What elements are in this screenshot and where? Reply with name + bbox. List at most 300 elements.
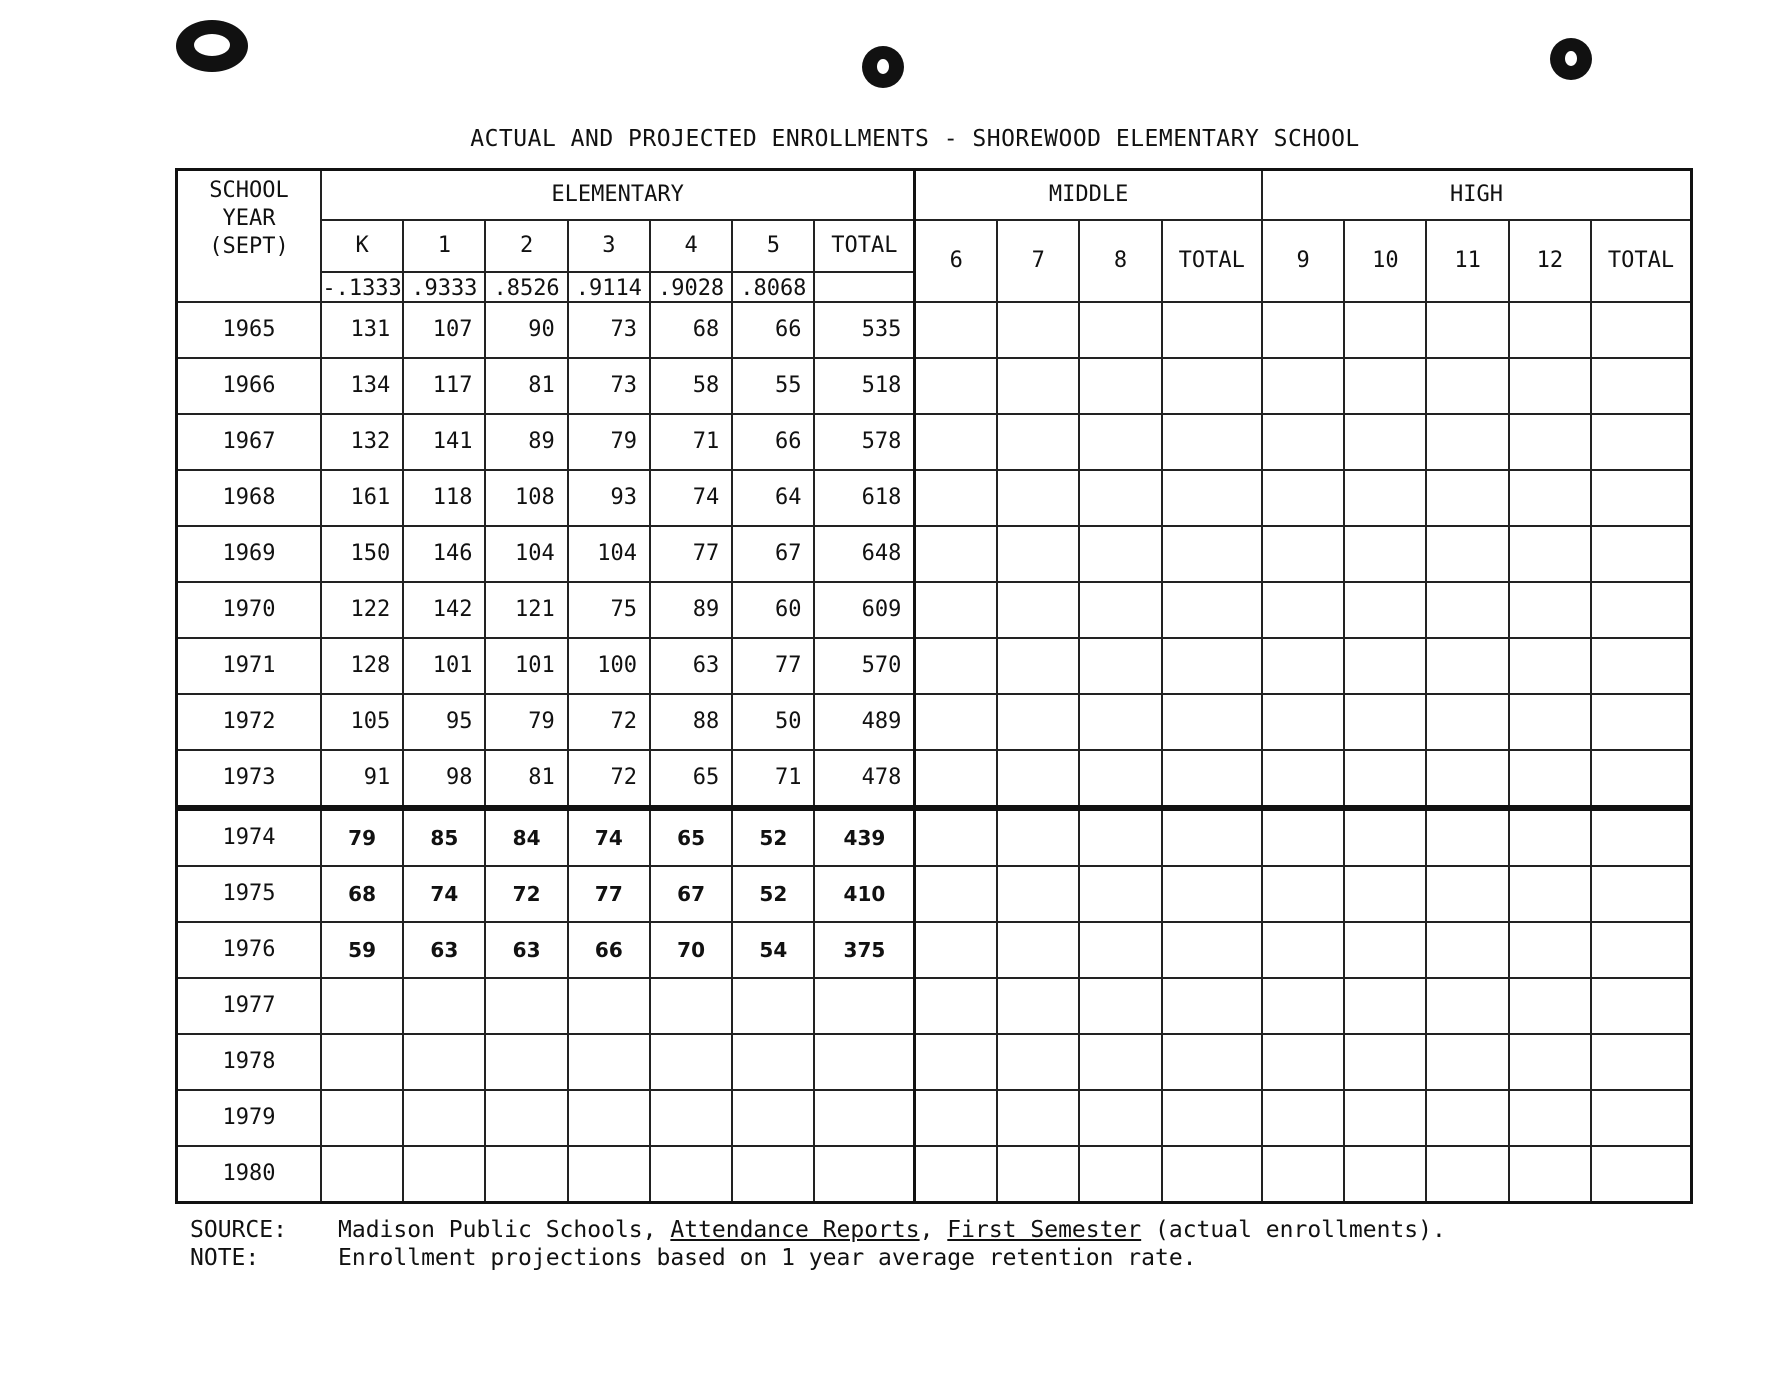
empty-cell — [1426, 1090, 1508, 1146]
empty-cell — [915, 358, 997, 414]
empty-cell — [1344, 922, 1426, 978]
enrollment-cell: 74 — [403, 866, 485, 922]
empty-cell — [1509, 978, 1591, 1034]
year-cell: 1971 — [177, 638, 321, 694]
enrollment-cell — [403, 1090, 485, 1146]
enrollment-cell — [650, 1146, 732, 1203]
enrollment-cell: 101 — [485, 638, 567, 694]
empty-cell — [1426, 922, 1508, 978]
empty-cell — [915, 526, 997, 582]
enrollment-cell: 85 — [403, 808, 485, 866]
elementary-total-cell: 439 — [814, 808, 914, 866]
retention-rate: .9333 — [403, 272, 485, 302]
empty-cell — [1509, 526, 1591, 582]
year-cell: 1970 — [177, 582, 321, 638]
empty-cell — [1509, 808, 1591, 866]
table-row — [177, 1146, 1692, 1203]
school-year-header-line: YEAR — [222, 206, 276, 231]
year-cell: 1980 — [177, 1146, 321, 1203]
enrollment-cell: 141 — [403, 414, 485, 470]
empty-cell — [1079, 866, 1161, 922]
grade-header-k: K — [321, 220, 403, 272]
enrollment-cell: 95 — [403, 694, 485, 750]
elementary-total-cell: 478 — [814, 750, 914, 808]
enrollment-cell — [568, 1146, 650, 1203]
empty-cell — [1591, 1146, 1692, 1203]
empty-cell — [1509, 1034, 1591, 1090]
empty-cell — [1079, 1146, 1161, 1203]
empty-cell — [997, 694, 1079, 750]
empty-cell — [1591, 1034, 1692, 1090]
enrollment-cell: 65 — [650, 750, 732, 808]
school-year-header-line: SCHOOL — [209, 178, 289, 203]
empty-cell — [1262, 694, 1344, 750]
year-cell: 1972 — [177, 694, 321, 750]
empty-cell — [915, 978, 997, 1034]
enrollment-cell — [732, 1090, 814, 1146]
group-header-row — [177, 170, 1692, 220]
enrollment-cell: 93 — [568, 470, 650, 526]
enrollment-cell: 105 — [321, 694, 403, 750]
empty-cell — [1591, 694, 1692, 750]
source-sep: , — [919, 1217, 948, 1243]
elementary-total-cell: 518 — [814, 358, 914, 414]
empty-cell — [1426, 358, 1508, 414]
source-ref-attendance: Attendance Reports — [670, 1217, 920, 1243]
middle-total-header: TOTAL — [1162, 220, 1262, 302]
empty-cell — [1426, 808, 1508, 866]
enrollment-cell: 79 — [568, 414, 650, 470]
grade-header-6: 6 — [915, 220, 997, 302]
empty-cell — [1591, 978, 1692, 1034]
empty-cell — [1591, 922, 1692, 978]
empty-cell — [1162, 866, 1262, 922]
grade-header-7: 7 — [997, 220, 1079, 302]
empty-cell — [1344, 358, 1426, 414]
retention-rate-empty — [814, 272, 914, 302]
empty-cell — [1509, 750, 1591, 808]
table-row — [177, 470, 1692, 526]
empty-cell — [915, 1090, 997, 1146]
empty-cell — [1344, 470, 1426, 526]
empty-cell — [1509, 358, 1591, 414]
empty-cell — [1591, 526, 1692, 582]
empty-cell — [1079, 808, 1161, 866]
empty-cell — [1426, 1034, 1508, 1090]
empty-cell — [1509, 470, 1591, 526]
empty-cell — [1162, 1146, 1262, 1203]
empty-cell — [1079, 1090, 1161, 1146]
empty-cell — [1079, 1034, 1161, 1090]
enrollment-cell — [732, 978, 814, 1034]
empty-cell — [1262, 638, 1344, 694]
empty-cell — [1262, 922, 1344, 978]
enrollment-cell — [403, 978, 485, 1034]
empty-cell — [1344, 414, 1426, 470]
empty-cell — [1344, 1146, 1426, 1203]
empty-cell — [1426, 694, 1508, 750]
enrollment-cell: 142 — [403, 582, 485, 638]
elementary-total-cell: 578 — [814, 414, 914, 470]
elementary-total-header: TOTAL — [814, 220, 914, 272]
enrollment-table — [175, 168, 1693, 1204]
empty-cell — [1344, 694, 1426, 750]
enrollment-cell — [485, 978, 567, 1034]
source-prefix: Madison Public Schools, — [338, 1217, 671, 1243]
source-line — [190, 1216, 1690, 1244]
enrollment-cell — [403, 1146, 485, 1203]
empty-cell — [1426, 414, 1508, 470]
empty-cell — [1262, 978, 1344, 1034]
grade-header-8: 8 — [1079, 220, 1161, 302]
year-cell: 1974 — [177, 808, 321, 866]
empty-cell — [1262, 414, 1344, 470]
enrollment-cell — [321, 978, 403, 1034]
elementary-total-cell — [814, 1034, 914, 1090]
binder-hole-middle — [862, 46, 904, 88]
source-text — [338, 1216, 1446, 1244]
empty-cell — [1079, 694, 1161, 750]
enrollment-cell: 58 — [650, 358, 732, 414]
empty-cell — [1262, 1146, 1344, 1203]
empty-cell — [1262, 582, 1344, 638]
note-label: NOTE: — [190, 1245, 260, 1271]
enrollment-cell: 81 — [485, 750, 567, 808]
enrollment-cell: 100 — [568, 638, 650, 694]
elementary-total-cell: 618 — [814, 470, 914, 526]
retention-rate: .9028 — [650, 272, 732, 302]
year-cell: 1977 — [177, 978, 321, 1034]
enrollment-cell: 55 — [732, 358, 814, 414]
grade-header-9: 9 — [1262, 220, 1344, 302]
empty-cell — [997, 414, 1079, 470]
enrollment-cell: 118 — [403, 470, 485, 526]
empty-cell — [1262, 470, 1344, 526]
empty-cell — [915, 922, 997, 978]
empty-cell — [1591, 302, 1692, 358]
year-cell: 1967 — [177, 414, 321, 470]
empty-cell — [1591, 414, 1692, 470]
empty-cell — [1162, 414, 1262, 470]
elementary-total-cell: 410 — [814, 866, 914, 922]
retention-rate: .8068 — [732, 272, 814, 302]
enrollment-cell: 98 — [403, 750, 485, 808]
enrollment-cell: 75 — [568, 582, 650, 638]
empty-cell — [1162, 526, 1262, 582]
empty-cell — [1509, 1146, 1591, 1203]
empty-cell — [915, 1034, 997, 1090]
empty-cell — [1262, 358, 1344, 414]
enrollment-cell: 59 — [321, 922, 403, 978]
empty-cell — [997, 1090, 1079, 1146]
elementary-total-cell: 570 — [814, 638, 914, 694]
note-text: Enrollment projections based on 1 year average retention rate. — [338, 1245, 1197, 1271]
empty-cell — [1426, 470, 1508, 526]
enrollment-cell: 90 — [485, 302, 567, 358]
enrollment-cell: 50 — [732, 694, 814, 750]
empty-cell — [997, 750, 1079, 808]
empty-cell — [1079, 414, 1161, 470]
high-group-header: HIGH — [1262, 170, 1692, 220]
elementary-total-cell: 648 — [814, 526, 914, 582]
empty-cell — [1079, 750, 1161, 808]
empty-cell — [1591, 866, 1692, 922]
elementary-total-cell: 489 — [814, 694, 914, 750]
high-total-header: TOTAL — [1591, 220, 1692, 302]
empty-cell — [915, 1146, 997, 1203]
empty-cell — [1162, 750, 1262, 808]
enrollment-cell — [568, 1034, 650, 1090]
enrollment-cell — [485, 1090, 567, 1146]
enrollment-cell: 71 — [650, 414, 732, 470]
empty-cell — [1079, 922, 1161, 978]
empty-cell — [1079, 978, 1161, 1034]
enrollment-cell: 70 — [650, 922, 732, 978]
empty-cell — [1162, 582, 1262, 638]
elementary-group-header: ELEMENTARY — [321, 170, 915, 220]
table-row — [177, 526, 1692, 582]
empty-cell — [1426, 526, 1508, 582]
enrollment-cell — [732, 1146, 814, 1203]
empty-cell — [1162, 694, 1262, 750]
enrollment-cell: 52 — [732, 808, 814, 866]
enrollment-cell — [568, 978, 650, 1034]
footer — [190, 1216, 1690, 1272]
empty-cell — [1079, 638, 1161, 694]
enrollment-cell — [485, 1146, 567, 1203]
empty-cell — [1509, 922, 1591, 978]
enrollment-cell: 71 — [732, 750, 814, 808]
enrollment-cell — [568, 1090, 650, 1146]
enrollment-cell: 67 — [732, 526, 814, 582]
empty-cell — [997, 582, 1079, 638]
empty-cell — [1079, 358, 1161, 414]
empty-cell — [1509, 414, 1591, 470]
table-row — [177, 866, 1692, 922]
enrollment-cell: 72 — [568, 694, 650, 750]
empty-cell — [1262, 750, 1344, 808]
enrollment-cell: 101 — [403, 638, 485, 694]
enrollment-cell — [403, 1034, 485, 1090]
empty-cell — [1262, 866, 1344, 922]
middle-group-header: MIDDLE — [915, 170, 1262, 220]
enrollment-cell: 77 — [732, 638, 814, 694]
year-cell: 1973 — [177, 750, 321, 808]
enrollment-cell: 91 — [321, 750, 403, 808]
elementary-total-cell — [814, 978, 914, 1034]
grade-header-2: 2 — [485, 220, 567, 272]
empty-cell — [1591, 750, 1692, 808]
table-row — [177, 414, 1692, 470]
empty-cell — [1509, 1090, 1591, 1146]
enrollment-cell: 66 — [732, 414, 814, 470]
empty-cell — [1344, 866, 1426, 922]
table-row — [177, 922, 1692, 978]
enrollment-cell: 77 — [568, 866, 650, 922]
enrollment-cell: 72 — [568, 750, 650, 808]
empty-cell — [1509, 582, 1591, 638]
empty-cell — [1591, 1090, 1692, 1146]
enrollment-cell: 81 — [485, 358, 567, 414]
enrollment-cell: 63 — [650, 638, 732, 694]
empty-cell — [1426, 750, 1508, 808]
enrollment-cell: 79 — [321, 808, 403, 866]
enrollment-cell: 74 — [650, 470, 732, 526]
source-label: SOURCE: — [190, 1217, 287, 1243]
year-cell: 1965 — [177, 302, 321, 358]
enrollment-cell: 88 — [650, 694, 732, 750]
grade-header-12: 12 — [1509, 220, 1591, 302]
empty-cell — [915, 808, 997, 866]
document-title: ACTUAL AND PROJECTED ENROLLMENTS - SHOREWOOD ELEMENTARY SCHOOL — [470, 126, 1360, 152]
empty-cell — [915, 694, 997, 750]
empty-cell — [915, 470, 997, 526]
elementary-total-cell: 375 — [814, 922, 914, 978]
year-cell: 1976 — [177, 922, 321, 978]
empty-cell — [1162, 470, 1262, 526]
empty-cell — [915, 414, 997, 470]
enrollment-cell: 117 — [403, 358, 485, 414]
enrollment-cell: 150 — [321, 526, 403, 582]
year-cell: 1978 — [177, 1034, 321, 1090]
school-year-header-line: (SEPT) — [209, 234, 289, 259]
table-row — [177, 582, 1692, 638]
enrollment-cell: 68 — [321, 866, 403, 922]
empty-cell — [1262, 1090, 1344, 1146]
empty-cell — [1162, 1090, 1262, 1146]
empty-cell — [1509, 866, 1591, 922]
enrollment-cell — [650, 1034, 732, 1090]
enrollment-cell — [650, 978, 732, 1034]
empty-cell — [1591, 470, 1692, 526]
enrollment-cell: 89 — [650, 582, 732, 638]
enrollment-cell: 63 — [403, 922, 485, 978]
empty-cell — [997, 1146, 1079, 1203]
enrollment-cell: 161 — [321, 470, 403, 526]
enrollment-cell: 134 — [321, 358, 403, 414]
grade-header-3: 3 — [568, 220, 650, 272]
empty-cell — [997, 866, 1079, 922]
enrollment-cell — [650, 1090, 732, 1146]
enrollment-cell: 79 — [485, 694, 567, 750]
empty-cell — [915, 582, 997, 638]
enrollment-cell — [321, 1090, 403, 1146]
empty-cell — [1344, 526, 1426, 582]
note-line — [190, 1244, 1690, 1272]
binder-hole-left — [176, 20, 248, 72]
enrollment-cell: 65 — [650, 808, 732, 866]
enrollment-cell: 104 — [485, 526, 567, 582]
empty-cell — [1426, 582, 1508, 638]
source-suffix: (actual enrollments). — [1141, 1217, 1446, 1243]
empty-cell — [1162, 922, 1262, 978]
enrollment-cell: 73 — [568, 302, 650, 358]
empty-cell — [1344, 1090, 1426, 1146]
year-cell: 1966 — [177, 358, 321, 414]
enrollment-cell — [321, 1034, 403, 1090]
empty-cell — [915, 866, 997, 922]
empty-cell — [1426, 1146, 1508, 1203]
enrollment-cell: 74 — [568, 808, 650, 866]
elementary-total-cell — [814, 1090, 914, 1146]
elementary-total-cell — [814, 1146, 914, 1203]
empty-cell — [1344, 638, 1426, 694]
empty-cell — [1162, 302, 1262, 358]
year-cell: 1979 — [177, 1090, 321, 1146]
empty-cell — [1079, 526, 1161, 582]
empty-cell — [997, 1034, 1079, 1090]
empty-cell — [997, 808, 1079, 866]
enrollment-cell: 84 — [485, 808, 567, 866]
empty-cell — [1509, 302, 1591, 358]
enrollment-cell: 68 — [650, 302, 732, 358]
empty-cell — [915, 750, 997, 808]
retention-rate: .8526 — [485, 272, 567, 302]
empty-cell — [1426, 978, 1508, 1034]
table-row — [177, 1090, 1692, 1146]
empty-cell — [1509, 694, 1591, 750]
enrollment-cell: 146 — [403, 526, 485, 582]
enrollment-cell: 54 — [732, 922, 814, 978]
elementary-total-cell: 609 — [814, 582, 914, 638]
empty-cell — [1426, 866, 1508, 922]
empty-cell — [1591, 808, 1692, 866]
grade-header-11: 11 — [1426, 220, 1508, 302]
enrollment-cell: 66 — [732, 302, 814, 358]
binder-hole-right — [1550, 38, 1592, 80]
enrollment-cell — [485, 1034, 567, 1090]
empty-cell — [1162, 808, 1262, 866]
table-row — [177, 694, 1692, 750]
empty-cell — [1591, 358, 1692, 414]
empty-cell — [1344, 750, 1426, 808]
year-cell: 1968 — [177, 470, 321, 526]
grade-header-5: 5 — [732, 220, 814, 272]
empty-cell — [1344, 582, 1426, 638]
table-row — [177, 808, 1692, 866]
empty-cell — [1426, 638, 1508, 694]
empty-cell — [915, 638, 997, 694]
empty-cell — [1591, 582, 1692, 638]
empty-cell — [1344, 808, 1426, 866]
table-row — [177, 1034, 1692, 1090]
empty-cell — [1262, 526, 1344, 582]
enrollment-cell: 104 — [568, 526, 650, 582]
empty-cell — [1426, 302, 1508, 358]
empty-cell — [997, 922, 1079, 978]
empty-cell — [1079, 302, 1161, 358]
grade-header-10: 10 — [1344, 220, 1426, 302]
enrollment-cell: 52 — [732, 866, 814, 922]
enrollment-cell: 121 — [485, 582, 567, 638]
enrollment-cell: 73 — [568, 358, 650, 414]
grade-header-1: 1 — [403, 220, 485, 272]
empty-cell — [997, 526, 1079, 582]
table-row — [177, 358, 1692, 414]
year-cell: 1969 — [177, 526, 321, 582]
empty-cell — [1262, 302, 1344, 358]
empty-cell — [997, 302, 1079, 358]
enrollment-cell: 60 — [732, 582, 814, 638]
enrollment-cell: 107 — [403, 302, 485, 358]
empty-cell — [1162, 978, 1262, 1034]
table-row — [177, 978, 1692, 1034]
empty-cell — [997, 470, 1079, 526]
enrollment-cell: 63 — [485, 922, 567, 978]
enrollment-cell: 67 — [650, 866, 732, 922]
table-row — [177, 750, 1692, 808]
retention-rate: -.1333 — [321, 272, 403, 302]
